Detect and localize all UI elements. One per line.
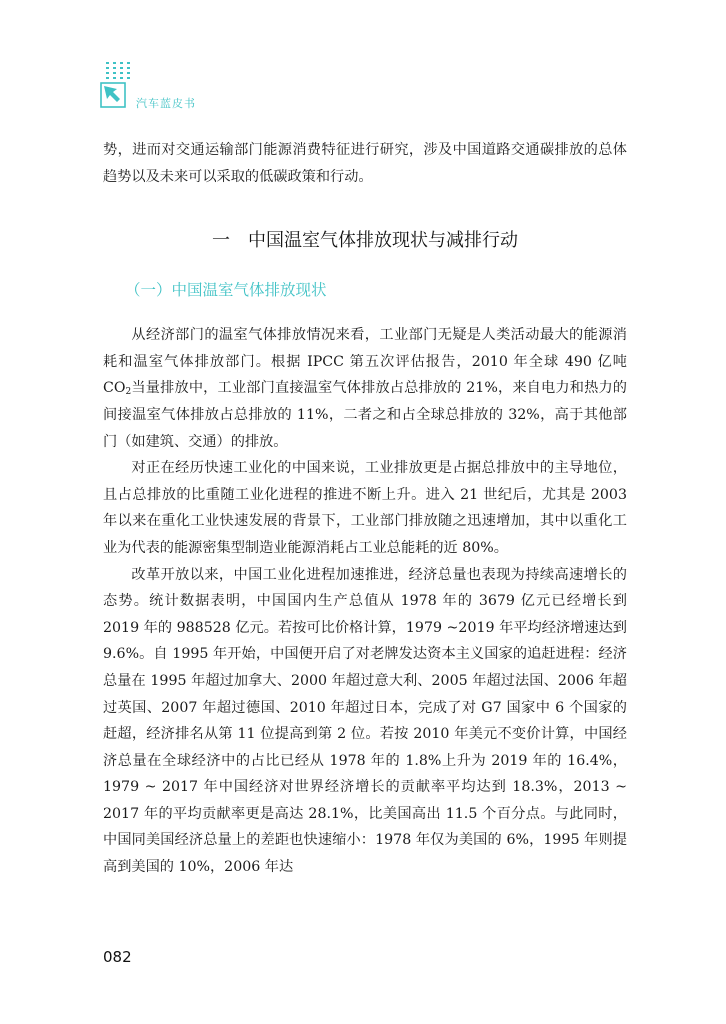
- paragraph-1-text-b: 当量排放中，工业部门直接温室气体排放占总排放的 21%，来自电力和热力的间接温室气体排放占总排放的 11%，二者之和占全球总排放的 32%，高于其他部门（如建筑、交通）的排放。: [103, 380, 627, 450]
- body-paragraph-3: 改革开放以来，中国工业化进程加速推进，经济总量也表现为持续高速增长的态势。统计数据表明，中国国内生产总值从 1978 年的 3679 亿元已经增长到 2019 年的 988528 亿元。若按可比价格计算，1979 ~2019 年平均经济增速达到 9.6%。自 1995 年开始，中国便开启了对老牌发达资本主义国家的追赶进程：经济总量在 1995 年超过加拿大、2000 年超过意大利、2005 年超过法国、2006 年超过英国、2007 年超过德国、2010 年超过日本，完成了对 G7 国家中 6 个国家的赶超，经济排名从第 11 位提高到第 2 位。若按 2010 年美元不变价计算，中国经济总量在全球经济中的占比已经从 1978 年的 1.8%上升为 2019 年的 16.4%，1979 ~ 2017 年中国经济对世界经济增长的贡献率平均达到 18.3%，2013 ~ 2017 年的平均贡献率更是高达 28.1%，比美国高出 11.5 个百分点。与此同时，中国同美国经济总量上的差距也快速缩小：1978 年仅为美国的 6%，1995 年则提高到美国的 10%，2006 年达: [103, 566, 627, 876]
- series-title: 汽车蓝皮书: [136, 97, 196, 110]
- page-body: [103, 137, 627, 881]
- body-paragraph-1: [103, 322, 627, 455]
- co2-subscript: 2: [125, 387, 132, 398]
- section-title: 中国温室气体排放现状与减排行动: [248, 230, 518, 252]
- subsection-heading: （一）中国温室气体排放现状: [125, 281, 327, 300]
- intro-paragraph: 势，进而对交通运输部门能源消费特征进行研究，涉及中国道路交通碳排放的总体趋势以及未来可以采取的低碳政策和行动。: [103, 142, 627, 185]
- running-header: [100, 62, 300, 122]
- body-paragraph-2: 对正在经历快速工业化的中国来说，工业排放更是占据总排放中的主导地位，且占总排放的比重随工业化进程的推进不断上升。进入 21 世纪后，尤其是 2003 年以来在重化工业快速发展的背景下，工业部门排放随之迅速增加，其中以重化工业为代表的能源密集型制造业能源消耗占工业总能耗的近 80%。: [103, 460, 627, 556]
- decorative-dots: [106, 62, 130, 79]
- section-number: 一: [212, 230, 230, 252]
- section-heading: [103, 228, 627, 254]
- arrow-cursor-icon: [100, 82, 126, 108]
- page-number: 082: [103, 948, 132, 966]
- paragraph-1-text-a: 从经济部门的温室气体排放情况来看，工业部门无疑是人类活动最大的能源消耗和温室气体排放部门。根据 IPCC 第五次评估报告，2010 年全球 490 亿吨 CO: [103, 327, 627, 397]
